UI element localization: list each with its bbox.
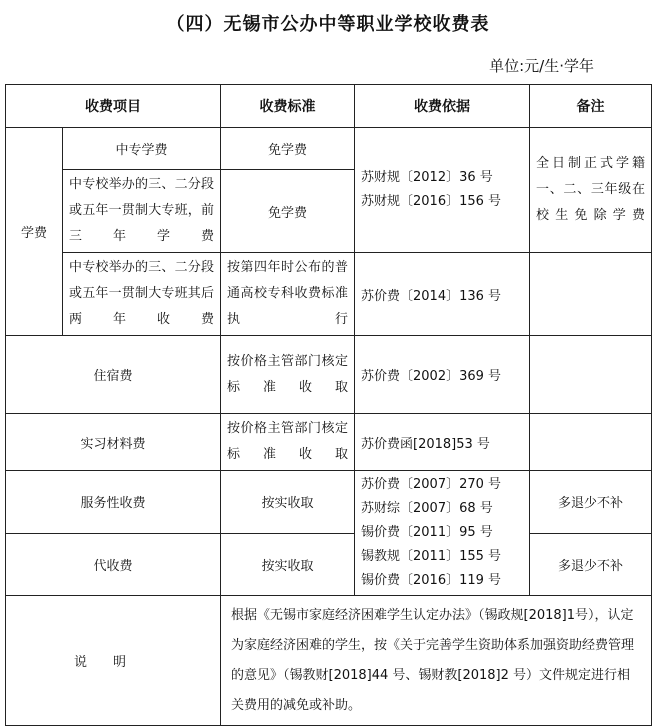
table-row: [6, 414, 652, 471]
tuition-basis-3: 苏价费〔2014〕136 号: [355, 253, 530, 336]
service-remark: 多退少不补: [530, 471, 652, 534]
header-row: [6, 85, 652, 128]
table-row: [6, 471, 652, 534]
header-item: 收费项目: [6, 85, 221, 128]
fee-table: [5, 84, 652, 726]
table-row: [6, 253, 652, 336]
tuition-item-1: 中专学费: [63, 128, 221, 170]
table-row: [6, 596, 652, 726]
tuition-item-2: 中专校举办的三、二分段或五年一贯制大专班，前三年学费: [63, 170, 221, 253]
basis-line: 苏财规〔2012〕36 号: [361, 170, 493, 185]
agency-item: 代收费: [6, 533, 221, 596]
accommodation-item: 住宿费: [6, 336, 221, 414]
materials-remark: [530, 414, 652, 471]
materials-basis: 苏价费函[2018]53 号: [355, 414, 530, 471]
page-title: （四）无锡市公办中等职业学校收费表: [166, 14, 490, 35]
accommodation-remark: [530, 336, 652, 414]
table-row: [6, 128, 652, 170]
accommodation-basis: 苏价费〔2002〕369 号: [355, 336, 530, 414]
basis-line: 锡价费〔2016〕119 号: [361, 573, 502, 588]
materials-item: 实习材料费: [6, 414, 221, 471]
basis-line: 锡教规〔2011〕155 号: [361, 549, 502, 564]
tuition-remark-3: [530, 253, 652, 336]
service-item: 服务性收费: [6, 471, 221, 534]
tuition-standard-2: 免学费: [221, 170, 355, 253]
service-agency-basis: [355, 471, 530, 596]
tuition-standard-1: 免学费: [221, 128, 355, 170]
tuition-group-label: 学费: [6, 128, 63, 336]
basis-line: 苏财综〔2007〕68 号: [361, 501, 493, 516]
table-row: [6, 336, 652, 414]
tuition-basis-12: [355, 128, 530, 253]
tuition-item-3: 中专校举办的三、二分段或五年一贯制大专班其后两年收费: [63, 253, 221, 336]
basis-line: 苏价费〔2007〕270 号: [361, 477, 502, 492]
agency-standard: 按实收取: [221, 533, 355, 596]
basis-line: 苏财规〔2016〕156 号: [361, 194, 502, 209]
accommodation-standard: 按价格主管部门核定标准收取: [221, 336, 355, 414]
service-standard: 按实收取: [221, 471, 355, 534]
table-row: [6, 533, 652, 596]
header-standard: 收费标准: [221, 85, 355, 128]
tuition-remark-12: 全日制正式学籍一、二、三年级在校生免除学费: [530, 128, 652, 253]
materials-standard: 按价格主管部门核定标准收取: [221, 414, 355, 471]
header-remark: 备注: [530, 85, 652, 128]
tuition-standard-3: 按第四年时公布的普通高校专科收费标准执行: [221, 253, 355, 336]
basis-line: 锡价费〔2011〕95 号: [361, 525, 493, 540]
agency-remark: 多退少不补: [530, 533, 652, 596]
header-basis: 收费依据: [355, 85, 530, 128]
explanation-label: 说明: [6, 596, 221, 726]
explanation-text: 根据《无锡市家庭经济困难学生认定办法》（锡政规[2018]1号），认定为家庭经济困难的学生，按《关于完善学生资助体系加强资助经费管理的意见》（锡教财[2018]44 号、锡财教[2018]2 号）文件规定进行相关费用的减免或补助。: [221, 596, 652, 726]
unit-note: 单位:元/生·学年: [489, 57, 594, 75]
